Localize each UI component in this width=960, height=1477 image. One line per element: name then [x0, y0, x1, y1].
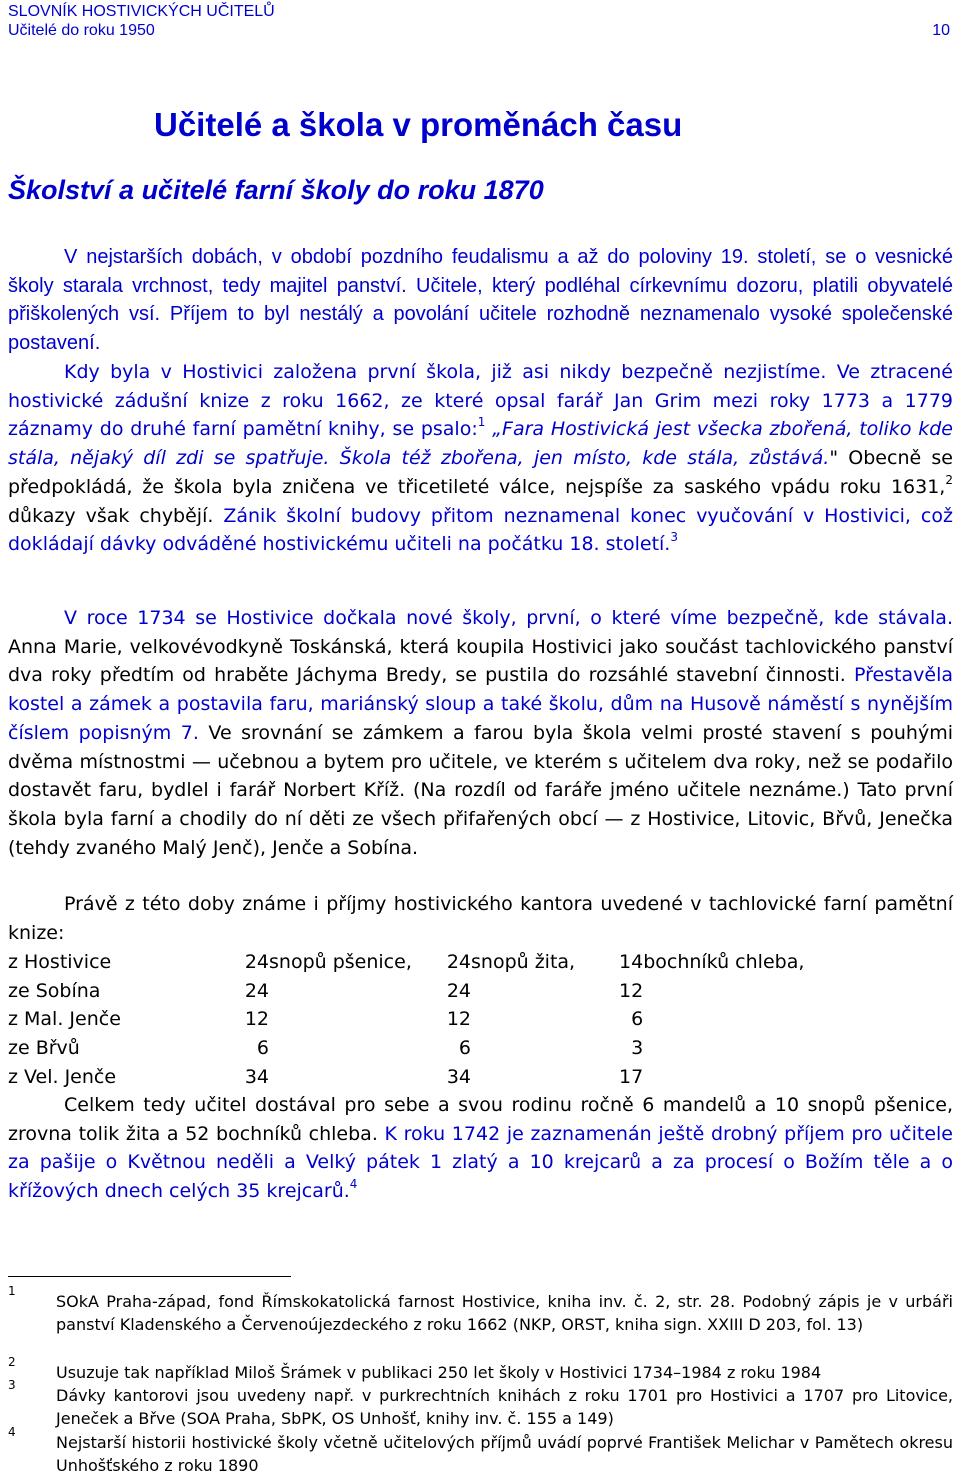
- paragraph-intro: [8, 243, 953, 358]
- income-rye: 34: [446, 1065, 471, 1088]
- income-place: z Vel. Jenče: [8, 1065, 117, 1088]
- income-wheat: 6: [256, 1037, 269, 1060]
- income-place: ze Sobína: [8, 979, 101, 1002]
- income-total-sentence-2: K roku 1742 je zaznamenán ještě drobný příjem pro učitele za pašije o Květnou neděli a Velký pátek 1 zlatý a 10 krejcarů a za procesí o Božím těle a o křížových dnech celých 35 krejcarů.: [8, 1122, 953, 1203]
- footnote-text: Usuzuje tak například Miloš Šrámek v publikaci 250 let školy v Hostivici 1734–1984 z roku 1984: [56, 1363, 822, 1382]
- income-wheat: 34: [244, 1065, 269, 1088]
- paragraph-income-total: [8, 1091, 953, 1206]
- income-bread: 17: [619, 1065, 644, 1088]
- income-rye-unit: snopů žita,: [471, 951, 576, 973]
- income-wheat-unit: [269, 1063, 414, 1092]
- income-bread-unit: [643, 1063, 873, 1092]
- footnote-text: Dávky kantorovi jsou uvedeny např. v purkrechtních knihách z roku 1701 pro Hostivici a 1707 pro Litovice, Jeneček a Břve (SOA Praha, SbPK, OS Unhošť, knihy inv. č. 155 a 149): [56, 1386, 953, 1428]
- paragraph-income-intro: [8, 890, 953, 947]
- income-rye: 24: [446, 951, 471, 973]
- footnote-ref-4[interactable]: 4: [349, 1177, 358, 1192]
- income-wheat-unit: [269, 1005, 414, 1034]
- footnote-text: SOkA Praha-západ, fond Římskokatolická farnost Hostivice, kniha inv. č. 2, str. 28. Podobný zápis je v urbáři panství Kladenského a Červenoújezdeckého z roku 1662 (NKP, ORST, kniha sign. XXIII D 203, fol. 13): [56, 1292, 953, 1334]
- income-place: z Hostivice: [8, 951, 112, 973]
- para2-sentence-1: Kdy byla v Hostivici založena první škola, již asi nikdy bezpečně nezjistíme. Ve ztracené hostivické zádušní knize z roku 1662, ze které opsal farář Jan Grim mezi roky 1773 a 1779 záznamy do druhé farní pamětní knihy, se psalo:: [8, 361, 953, 441]
- income-row: [8, 1063, 873, 1092]
- footnote-text: Nejstarší historii hostivické školy včetně učitelových příjmů uvádí poprvé František Melichar v Pamětech okresu Unhošťského z roku 1890: [56, 1433, 953, 1475]
- income-wheat: 24: [244, 951, 269, 973]
- running-header-section: Učitelé do roku 1950: [8, 22, 155, 39]
- footnote-ref-3[interactable]: 3: [670, 530, 678, 545]
- footnote-ref-1[interactable]: 1: [477, 415, 486, 430]
- page-number: 10: [932, 22, 950, 39]
- income-row: [8, 1034, 873, 1063]
- footnote-separator: [8, 1276, 291, 1277]
- income-rye: 12: [446, 1008, 471, 1031]
- section-subtitle: Školství a učitelé farní školy do roku 1870: [8, 175, 544, 205]
- income-bread-unit: bochníků chleba,: [643, 951, 805, 973]
- para3-sentence-1: V roce 1734 se Hostivice dočkala nové školy, první, o které víme bezpečně, kde stávala.: [64, 607, 953, 629]
- income-wheat: 12: [244, 1008, 269, 1031]
- footnote-3: [8, 1378, 953, 1430]
- para2-sentence-4: Zánik školní budovy přitom neznamenal konec vyučování v Hostivici, což dokládají dávky odváděné hostivickému učiteli na počátku 18. století.: [8, 504, 953, 556]
- income-rye-unit: [471, 1034, 619, 1063]
- para3-sentence-4: Ve srovnání se zámkem a farou byla škola velmi prosté stavení s pouhými dvěma místnostmi — učebnou a bytem pro učitele, ve kterém s učitelem dva roky, než se podařilo dostavět faru, bydlel i farář Norbert Kříž. (Na rozdíl od faráře jméno učitele neznáme.) Tato první škola byla farní a chodily do ní děti ze všech přifařených obcí — z Hostivice, Litovic, Břvů, Jenečka (tehdy zvaného Malý Jenč), Jenče a Sobína.: [8, 721, 953, 859]
- paragraph-intro-text: V nejstarších dobách, v období pozdního feudalismu a až do poloviny 19. století, se o vesnické školy starala vrchnost, tedy majitel panství. Učitele, který podléhal církevnímu dozoru, platili obyvatelé přiškolených vsí. Příjem to byl nestálý a povolání učitele rozhodně neznamenalo vysoké společenské postavení.: [8, 246, 953, 355]
- income-wheat: 24: [244, 979, 269, 1002]
- footnote-number: 1: [8, 1284, 16, 1298]
- para2-sentence-2: " Obecně se předpokládá, že škola byla zničena ve třicetileté válce, nejspíše za saského vpádu roku 1631,: [8, 447, 953, 498]
- income-rye: 6: [458, 1037, 471, 1060]
- para2-sentence-3: důkazy však chybějí.: [8, 504, 214, 527]
- income-wheat-unit: [269, 1034, 414, 1063]
- paragraph-first-school: [8, 358, 953, 559]
- para3-sentence-3: Přestavěla kostel a zámek a postavila faru, mariánský sloup a také školu, dům na Husově náměstí s nynějším číslem popisným 7.: [8, 664, 954, 744]
- income-bread-unit: [643, 1034, 873, 1063]
- income-rye-unit: [471, 1063, 619, 1092]
- income-place: ze Břvů: [8, 1037, 80, 1060]
- income-wheat-unit: [269, 977, 414, 1006]
- income-rye: 24: [446, 979, 471, 1002]
- footnote-ref-2[interactable]: 2: [945, 472, 953, 487]
- income-bread-unit: [643, 977, 873, 1006]
- income-bread: 14: [619, 951, 644, 973]
- footnote-2: [8, 1355, 953, 1384]
- page-title: Učitelé a škola v proměnách času: [154, 106, 683, 143]
- income-row: [8, 977, 873, 1006]
- footnote-number: 3: [8, 1378, 16, 1392]
- income-bread: 6: [631, 1008, 644, 1031]
- income-wheat-unit: snopů pšenice,: [269, 951, 412, 973]
- income-bread: 3: [631, 1037, 644, 1060]
- paragraph-new-school: [8, 604, 953, 862]
- income-row: [8, 948, 873, 977]
- income-rye-unit: [471, 1005, 619, 1034]
- income-bread-unit: [643, 1005, 873, 1034]
- footnote-number: 2: [8, 1355, 16, 1369]
- footnote-1: [8, 1284, 953, 1336]
- running-header-title: SLOVNÍK HOSTIVICKÝCH UČITELŮ: [8, 3, 275, 20]
- footnote-4: [8, 1425, 953, 1477]
- income-rye-unit: [471, 977, 619, 1006]
- para3-sentence-2: Anna Marie, velkovévodkyně Toskánská, která koupila Hostivici jako součást tachlovického panství dva roky předtím od hraběte Jáchyma Bredy, se pustila do rozsáhlé stavební činnosti.: [8, 635, 953, 687]
- para2-quote: „Fara Hostivická jest všecka zbořená, toliko kde stála, nějaký díl zdi se spatřuje. Škola též zbořena, jen místo, kde stála, zůstává.: [8, 418, 953, 470]
- income-table: [8, 948, 953, 1092]
- income-row: [8, 1005, 873, 1034]
- income-intro-text: Právě z této doby známe i příjmy hostivického kantora uvedené v tachlovické farní pamětní knize:: [8, 893, 953, 944]
- income-bread: 12: [619, 979, 644, 1002]
- income-place: z Mal. Jenče: [8, 1008, 121, 1031]
- footnote-number: 4: [8, 1425, 16, 1439]
- income-total-sentence-1: Celkem tedy učitel dostával pro sebe a svou rodinu ročně 6 mandelů a 10 snopů pšenice, zrovna tolik žita a 52 bochníků chleba.: [8, 1094, 953, 1145]
